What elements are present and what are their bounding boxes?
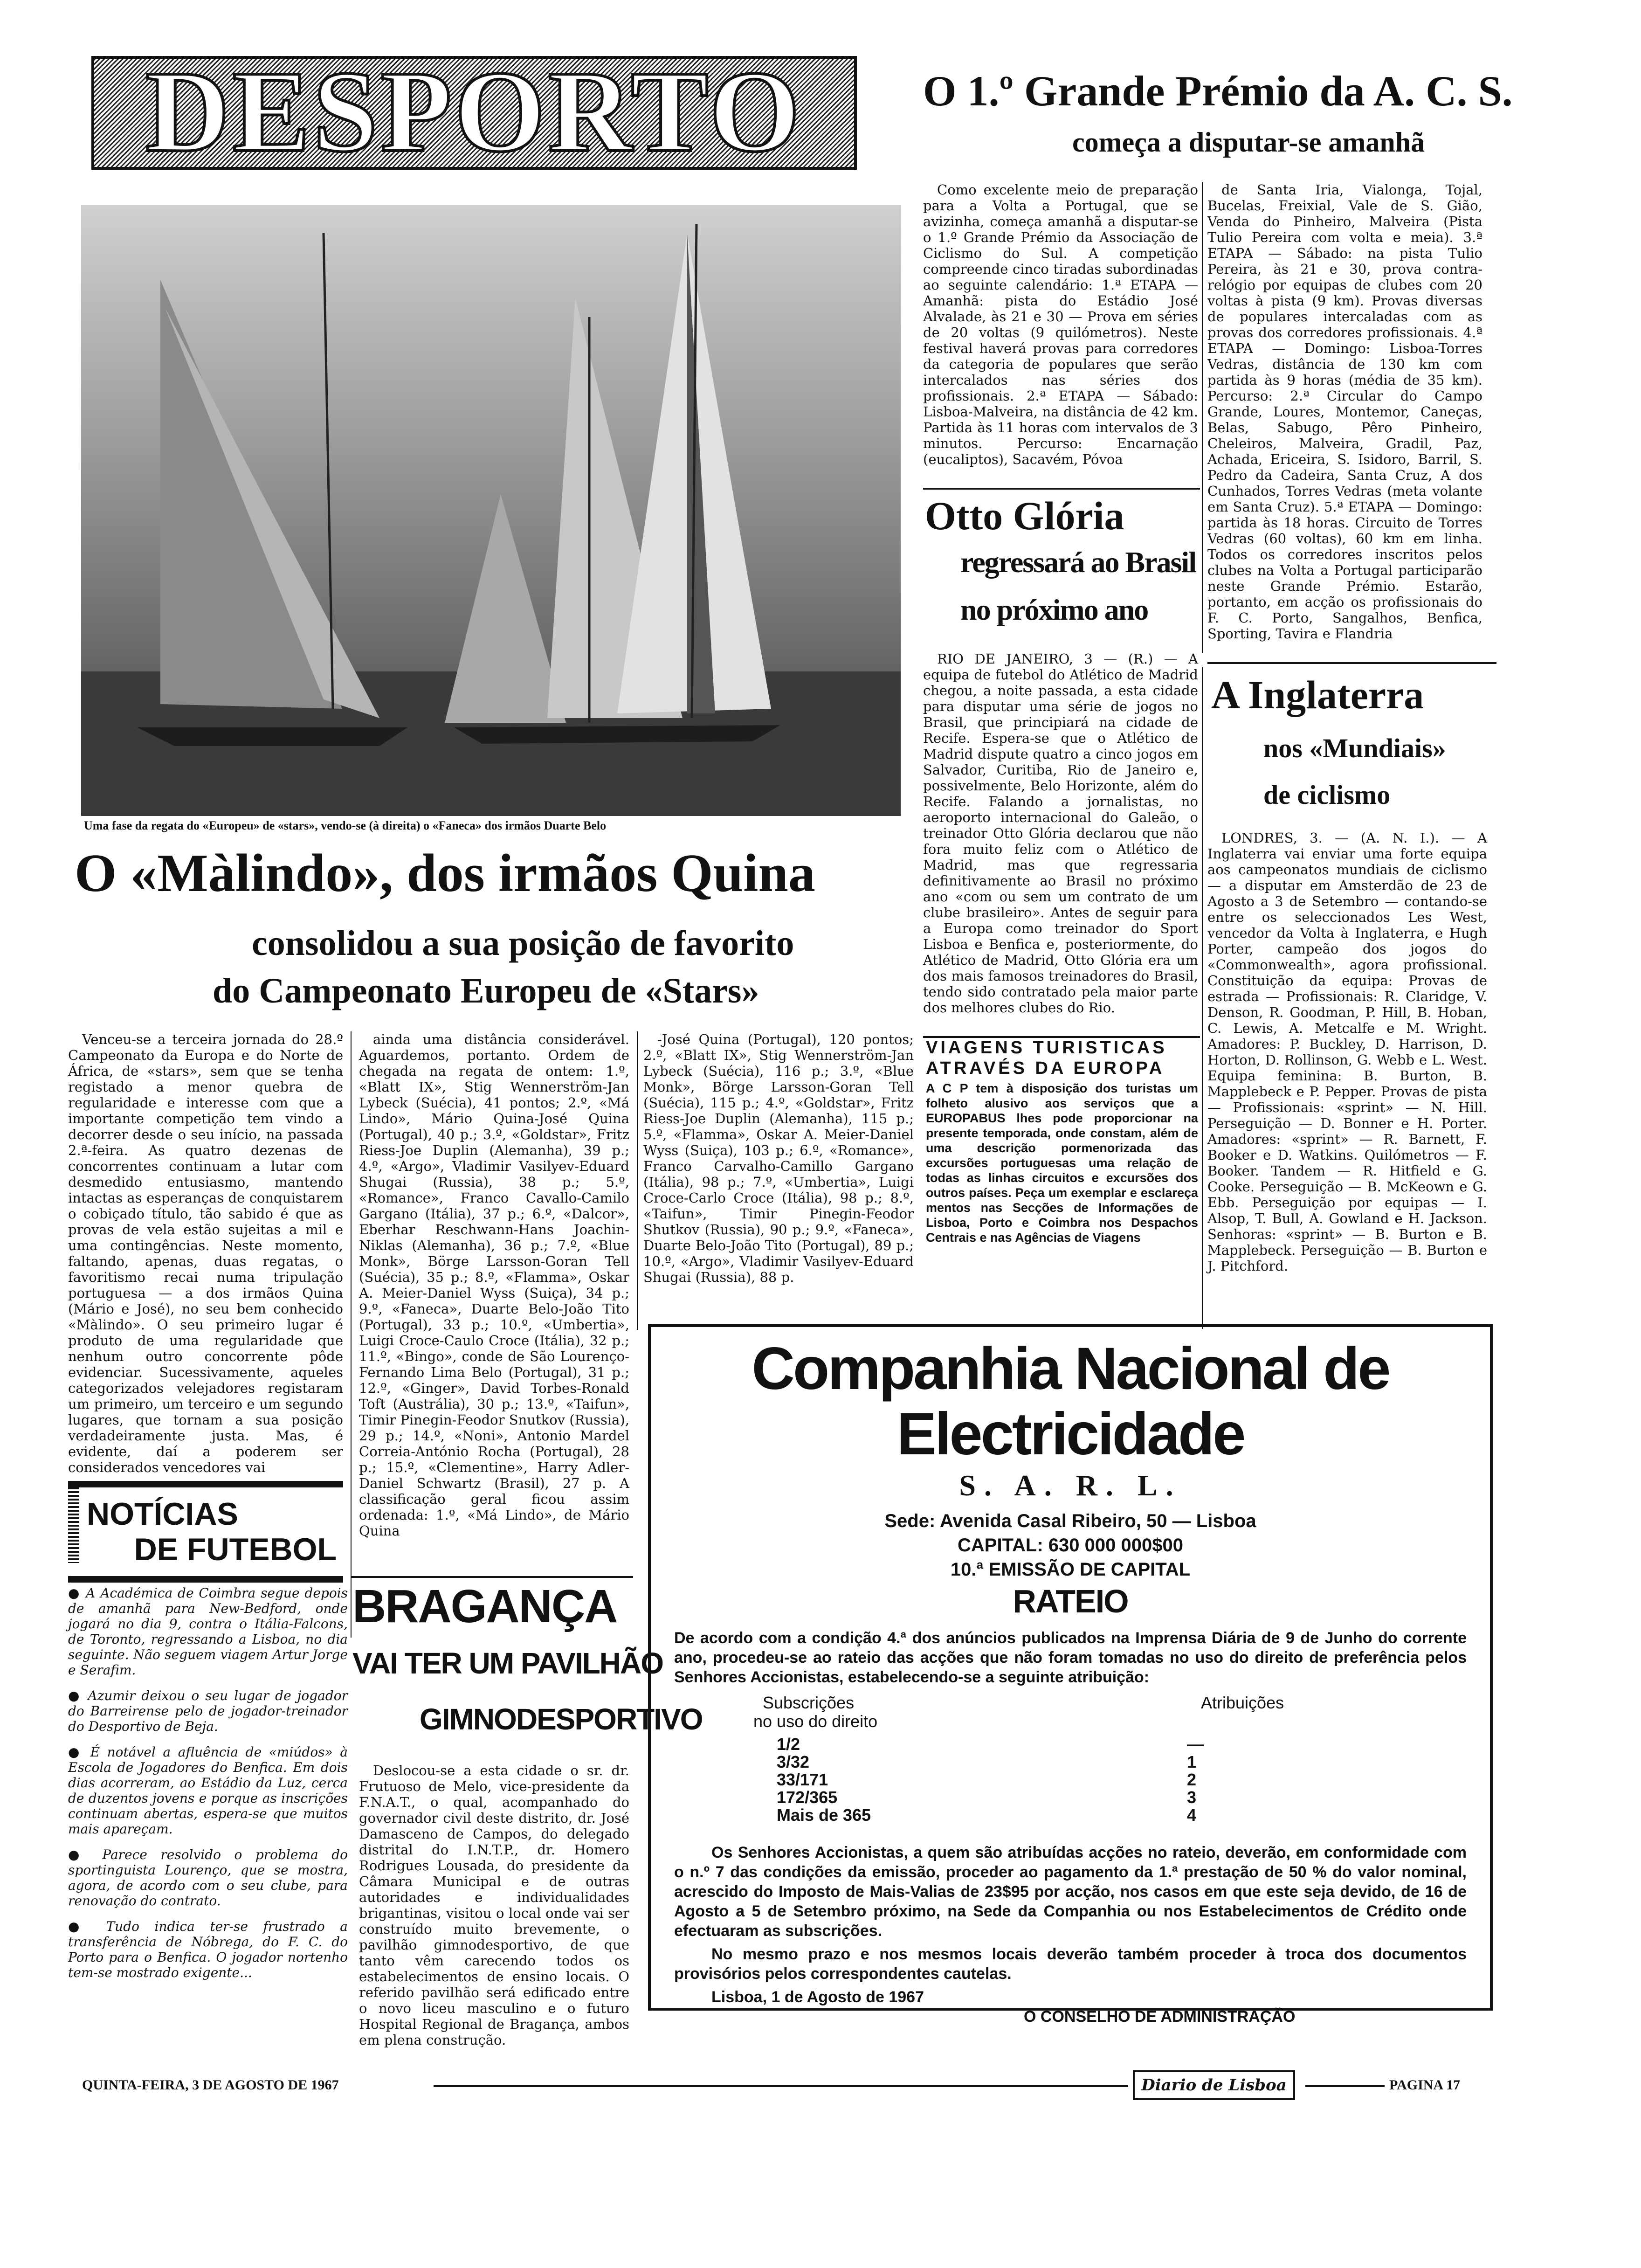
ad-col-head-1b: no uso do direito	[753, 1712, 878, 1731]
otto-subtitle-2: no próximo ano	[960, 593, 1148, 626]
inglaterra-subtitle-1: nos «Mundiais»	[1263, 733, 1446, 763]
malindo-col-1-text: Venceu-se a terceira jornada do 28.º Campeonato da Europa e do Norte de África, de «stars», sem que se tenha registado a menor quebra de regularidade e interesse com que a importante competição tem vindo a decorrer desde o seu início, na passada 2.ª-feira. As quatro dezenas de concorrentes continuam a lutar com desmedido entusiasmo, mantendo intactas as esperanças de conquistarem o cobiçado título, tão sabido é que as provas de vela estão sujeitas a mil e uma contingências. Neste momento, faltando, apenas, duas regatas, o favoritismo recai numa tripulação portuguesa — a dos irmãos Quina (Mário e José), no seu bem conhecido «Màlindo». O seu primeiro lugar é produto de uma regularidade que nenhum outro concorrente pôde evidenciar. Sucessivamente, aqueles categorizados velejadores registaram um primeiro, um terceiro e um segundo lugares, que tornam a sua posição verdadeiramente justa. Mas, é evidente, daí a poderem ser considerados vencedores vai	[68, 1031, 343, 1475]
braganca-subtitle-2: GIMNODESPORTIVO	[420, 1702, 703, 1736]
list-item-text: Parece resolvido o problema do sportinguista Lourenço, que se mostra, agora, de acordo com o seu clube, para renovação do contrato.	[68, 1847, 348, 1908]
column-rule	[351, 1031, 352, 1638]
malindo-subtitle-1: consolidou a sua posição de favorito	[252, 924, 794, 963]
inglaterra-title: A Inglaterra	[1211, 672, 1424, 717]
noticias-title-2: DE FUTEBOL	[134, 1532, 337, 1567]
column-rule	[637, 1031, 638, 1330]
ad-sede: Sede: Avenida Casal Ribeiro, 50 — Lisboa	[884, 1511, 1256, 1531]
table-cell: 1	[1187, 1752, 1197, 1771]
ad-emissao: 10.ª EMISSÃO DE CAPITAL	[950, 1559, 1191, 1580]
table-row	[772, 1736, 1208, 1753]
otto-body	[923, 651, 1198, 1033]
footer-rule	[1305, 2085, 1385, 2087]
inglaterra-body	[1207, 830, 1487, 1334]
malindo-subtitle-2: do Campeonato Europeu de «Stars»	[213, 971, 759, 1010]
noticias-left-bar	[68, 1487, 79, 1563]
ad-paragraph-3: No mesmo prazo e nos mesmos locais deverão também proceder à troca dos documentos provisórios pelos correspondentes cautelas.	[674, 1945, 1467, 1983]
ad-date: Lisboa, 1 de Agosto de 1967	[711, 1988, 924, 2006]
otto-subtitle-1: regressará ao Brasil	[960, 546, 1196, 579]
viagens-body	[926, 1081, 1198, 1333]
masthead-title: DESPORTO	[145, 47, 803, 176]
table-cell: —	[1187, 1735, 1204, 1754]
table-row	[772, 1753, 1208, 1771]
acs-col-2-text: de Santa Iria, Vialonga, Tojal, Bucelas, Freixial, Vale de S. Gião, Venda do Pinheiro, Malveira (Pista Tulio Pereira com volta e meia). 3.ª ETAPA — Sábado: na pista Tulio Pereira, às 21 e 30, prova contra-relógio por equipas de clubes com 20 voltas à pista (9 km). Provas diversas de populares intercaladas com as provas dos corredores profissionais. 4.ª ETAPA — Domingo: Lisboa-Torres Vedras, distância de 130 km com partida às 9 horas (média de 35 km). Percurso: 2.ª Circular do Campo Grande, Loures, Montemor, Caneças, Belas, Sabugo, Pêro Pinheiro, Cheleiros, Malveira, Gradil, Paz, Achada, Ericeira, S. Isidoro, Barril, S. Pedro da Cadeira, Santa Cruz, A dos Cunhados, Torres Vedras (meta volante em Santa Cruz). 5.ª ETAPA — Domingo: partida às 18 horas. Circuito de Torres Vedras (60 voltas), 60 km em linha. Todos os corredores inscritos pelos clubes na Volta a Portugal participarão neste Grande Prémio. Estarão, portanto, em acção os profissionais do F. C. Porto, Sangalhos, Benfica, Sporting, Tavira e Flandria	[1207, 182, 1482, 642]
ad-intro: De acordo com a condição 4.ª dos anúncios publicados na Imprensa Diária de 9 de Junho do corrente ano, procedeu-se ao rateio das acções que não foram tomadas no uso do direito de preferência pelos Senhores Accionistas, estabelecendo-se a seguinte atribuição:	[674, 1629, 1467, 1686]
list-item: ● É notável a afluência de «miúdos» à Escola de Jogadores do Benfica. Em dois dias acorreram, ao Estádio da Luz, cerca de duzentos jovens e porque as inscrições continuam abertas, espera-se que muitos mais apareçam.	[68, 1744, 348, 1837]
ad-sarl: S. A. R. L.	[959, 1469, 1182, 1502]
list-item: ● Azumir deixou o seu lugar de jogador do Barreirense pelo de jogador-treinador do Desportivo de Beja.	[68, 1688, 348, 1734]
footer-page: PAGINA 17	[1389, 2077, 1460, 2093]
masthead-banner	[91, 47, 857, 176]
ad-col-head-1a: Subscrições	[763, 1693, 855, 1712]
ad-paragraph-2: Os Senhores Accionistas, a quem são atribuídas acções no rateio, deverão, em conformidade com o n.º 7 das condições da emissão, proceder ao pagamento da 1.ª prestação de 50 % do valor nominal, acrescido do Imposto de Mais-Valias de 23$95 por acção, nos casos em que este seja devido, de 16 de Agosto a 5 de Setembro próximo, na Sede da Companhia ou nos Estabelecimentos de Crédito onde efectuaram as subscrições.	[674, 1844, 1467, 1940]
malindo-title: O «Màlindo», dos irmãos Quina	[75, 844, 815, 903]
ad-company: Companhia Nacional de Electricidade	[752, 1335, 1389, 1467]
footer-logo	[1133, 2070, 1295, 2100]
malindo-col-1	[68, 1031, 343, 1475]
section-rule	[923, 488, 1200, 490]
viagens-title-1: VIAGENS TURISTICAS	[926, 1038, 1167, 1058]
photo-caption: Uma fase da regata do «Europeu» de «stars», vendo-se (à direita) o «Faneca» dos irmãos Duarte Belo	[84, 819, 607, 832]
braganca-body	[359, 1763, 629, 2061]
viagens-body-text: A C P tem à disposição dos turistas um folheto alusivo aos serviços que a EUROPABUS lhes pode proporcionar na presente temporada, onde constam, além de uma descrição pormenorizada das excursões portuguesas uma relação de todas as linhas circuitos e excursões dos outros países. Peça um exemplar e esclareça mentos nas Secções de Informações de Lisboa, Porto e Coimbra nos Despachos Centrais e nas Agências de Viagens	[926, 1081, 1198, 1245]
list-item: ● Tudo indica ter-se frustrado a transferência de Nóbrega, do F. C. do Porto para o Benfica. O jogador nortenho tem-se mostrado exigente...	[68, 1919, 348, 1980]
inglaterra-body-text: LONDRES, 3. — (A. N. I.). — A Inglaterra vai enviar uma forte equipa aos campeonatos mundiais de ciclismo — a disputar em Amsterdão de 23 de Agosto a 3 de Setembro — contando-se entre os seleccionados Les West, vencedor da Volta à Inglaterra, e Hugh Porter, campeão dos jogos do «Commonwealth», agora profissional. Constituição da equipa: Provas de estrada — Profissionais: R. Claridge, V. Denson, R. Goodman, P. Hill, B. Hoban, C. Lewis, A. Metcalfe e M. Wright. Amadores: P. Buckley, D. Harrison, D. Horton, D. Rollinson, G. Webb e L. West. Equipa feminina: B. Burton, B. Mapplebeck e P. Pepper. Provas de pista — Profissionais: «sprint» — N. Hill. Perseguição — D. Bonner e H. Porter. Amadores: «sprint» — R. Barnett, F. Booker e D. Watkins. Quilómetros — F. Booker. Tandem — R. Hitfield e G. Cooke. Perseguição — B. McKeown e G. Ebb. Perseguição por equipas — I. Alsop, T. Bull, A. Gowland e H. Jackson. Senhoras: «sprint» — B. Burton e B. Mapplebeck. Perseguição — B. Burton e J. Pitchford.	[1207, 830, 1487, 1274]
braganca-subtitle-1: VAI TER UM PAVILHÃO	[352, 1646, 663, 1680]
footer-date: QUINTA-FEIRA, 3 DE AGOSTO DE 1967	[82, 2077, 339, 2093]
viagens-title-2: ATRAVÉS DA EUROPA	[926, 1058, 1165, 1078]
ad-rateio: RATEIO	[1013, 1583, 1128, 1619]
list-item-text: É notável a afluência de «miúdos» à Escola de Jogadores do Benfica. Em dois dias acorreram, ao Estádio da Luz, cerca de duzentos jovens e porque as inscrições continuam abertas, espera-se que muitos mais apareçam.	[68, 1744, 348, 1837]
section-rule	[351, 1576, 633, 1578]
column-rule	[1202, 667, 1203, 1329]
column-rule	[1202, 182, 1203, 653]
otto-body-text: RIO DE JANEIRO, 3 — (R.) — A equipa de futebol do Atlético de Madrid chegou, a noite passada, a esta cidade para disputar uma série de jogos no Brasil, que principiará na cidade de Recife. Espera-se que o Atlético de Madrid dispute quatro a cinco jogos em Salvador, Curitiba, Rio de Janeiro e, possivelmente, Belo Horizonte, além do Recife. Falando a jornalistas, no aeroporto internacional do Galeão, o treinador Otto Glória declarou que não fora muito feliz com o Atlético de Madrid, mas que regressaria definitivamente ao Brasil no próximo ano «com ou sem um contrato de um clube brasileiro». Antes de seguir para a Europa como treinador do Sport Lisboa e Benfica e, posteriormente, do Atlético de Madrid, Otto Glória era um dos mais famosos treinadores do Brasil, tendo sido contratado pela maior parte dos melhores clubes do Rio.	[923, 651, 1198, 1016]
ad-capital: CAPITAL: 630 000 000$00	[958, 1535, 1183, 1556]
table-cell: 172/365	[777, 1788, 838, 1807]
table-cell: 33/171	[777, 1770, 828, 1789]
table-cell: 1/2	[777, 1735, 800, 1754]
ad-table	[651, 1694, 1490, 1833]
malindo-col-2	[359, 1031, 629, 1642]
table-row	[772, 1771, 1208, 1789]
noticias-title-1: NOTÍCIAS	[87, 1496, 238, 1532]
table-row	[772, 1789, 1208, 1806]
noticias-list	[68, 1585, 348, 2080]
list-item: ● Parece resolvido o problema do sportinguista Lourenço, que se mostra, agora, de acordo com o seu clube, para renovação do contrato.	[68, 1847, 348, 1908]
sailboats-illustration	[81, 205, 901, 816]
table-cell: 2	[1187, 1770, 1197, 1789]
otto-title: Otto Glória	[925, 493, 1124, 538]
acs-col-2	[1207, 182, 1482, 657]
list-item: ● A Académica de Coimbra segue depois de amanhã para New-Bedford, onde jogará no dia 9, contra o Itália-Falcons, de Toronto, regressando a Lisboa, no dia seguinte. Não seguem viagem Artur Jorge e Serafim.	[68, 1585, 348, 1678]
table-cell: 3/32	[777, 1752, 810, 1771]
noticias-box	[68, 1481, 343, 1583]
table-cell: 4	[1187, 1805, 1197, 1825]
list-item-text: A Académica de Coimbra segue depois de amanhã para New-Bedford, onde jogará no dia 9, contra o Itália-Falcons, de Toronto, regressando a Lisboa, no dia seguinte. Não seguem viagem Artur Jorge e Serafim.	[68, 1585, 348, 1678]
ad-col-head-2: Atribuições	[1201, 1693, 1284, 1712]
malindo-col-3-text: -José Quina (Portugal), 120 pontos; 2.º, «Blatt IX», Stig Wennerström-Jan Lybeck (Suécia), 116 p.; 3.º, «Blue Monk», Börge Larsson-Goran Tell (Suécia), 115 p.; 4.º, «Goldstar», Fritz Riess-Joe Duplin (Alemanha), 115 p.; 5.º, «Flamma», Oskar A. Meier-Daniel Wyss (Suiça), 103 p.; 6.º, «Romance», Franco Carvalho-Camillo Gargano (Itália), 98 p.; 7.º, «Umbertia», Luigi Croce-Carlo Croce (Itália), 98 p.; 8.º, «Taifun», Timir Pinegin-Feodor Shutkov (Russia), 90 p.; 9.º, «Faneca», Duarte Belo-João Tito (Portugal), 89 p.; 10.º, «Argo», Vladimir Vasilyev-Eduard Shugai (Russia), 88 p.	[643, 1031, 914, 1285]
regatta-photo	[81, 205, 901, 816]
inglaterra-subtitle-2: de ciclismo	[1263, 780, 1391, 810]
table-row	[772, 1806, 1208, 1824]
list-item-text: Azumir deixou o seu lugar de jogador do Barreirense pelo de jogador-treinador do Desportivo de Beja.	[68, 1688, 348, 1734]
footer-logo-text: Diario de Lisboa	[1141, 2076, 1287, 2095]
acs-col-1	[923, 182, 1198, 485]
malindo-col-2-text: ainda uma distância considerável. Aguardemos, portanto. Ordem de chegada na regata de ontem: 1.º, «Blatt IX», Stig Wennerström-Jan Lybeck (Suécia), 41 pontos; 2.º, «Má Lindo», Mário Quina-José Quina (Portugal), 40 p.; 3.º, «Goldstar», Fritz Riess-Joe Duplin (Alemanha), 39 p.; 4.º, «Argo», Vladimir Vasilyev-Eduard Shugai (Russia), 38 p.; 5.º, «Romance», Franco Cavallo-Camilo Gargano (Itália), 37 p.; 6.º, «Dalcor», Eberhar Reschwann-Hans Joachin-Niklas (Alemanha), 36 p.; 7.º, «Blue Monk», Börge Larsson-Goran Tell (Suécia), 35 p.; 8.º, «Flamma», Oskar A. Meier-Daniel Wyss (Suiça), 34 p.; 9.º, «Faneca», Duarte Belo-João Tito (Portugal), 33 p.; 10.º, «Umbertia», Luigi Croce-Caulo Croce (Itália), 32 p.; 11.º, «Bingo», conde de São Lourenço-Fernando Lima Belo (Portugal), 31 p.; 12.º, «Ginger», David Torbes-Ronald Toft (Austrália), 30 p.; 13.º, «Taifun», Timir Pinegin-Feodor Snutkov (Russia), 29 p.; 14.º, «Noni», Antonio Mardel Correia-António Rocha (Portugal), 28 p.; 15.º, «Clementine», Harry Adler-Daniel Schwartz (Brasil), 27 p. A classificação geral ficou assim ordenada: 1.º, «Má Lindo», de Mário Quina	[359, 1031, 629, 1539]
table-cell: 3	[1187, 1788, 1197, 1807]
section-rule	[1207, 662, 1496, 664]
table-cell: Mais de 365	[777, 1805, 871, 1825]
braganca-body-text: Deslocou-se a esta cidade o sr. dr. Frutuoso de Melo, vice-presidente da F.N.A.T., o qual, acompanhado do governador civil deste distrito, dr. José Damasceno de Campos, do delegado distrital do I.N.T.P., dr. Homero Rodrigues Lousada, do presidente da Câmara Municipal e de outras autoridades e individualidades brigantinas, visitou o local onde vai ser construído muito brevemente, o pavilhão gimnodesportivo, de que tanto vêm carecendo todos os estabelecimentos de ensino locais. O referido pavilhão será edificado entre o novo liceu masculino e o futuro Hospital Regional de Bragança, ambos em plena construção.	[359, 1763, 629, 2048]
list-item-text: Tudo indica ter-se frustrado a transferência de Nóbrega, do F. C. do Porto para o Benfica. O jogador nortenho tem-se mostrado exigente...	[68, 1919, 348, 1980]
footer-rule	[434, 2085, 1128, 2087]
acs-title: O 1.º Grande Prémio da A. C. S.	[923, 67, 1513, 115]
ad-rateio-table	[772, 1736, 1208, 1824]
braganca-title: BRAGANÇA	[352, 1580, 617, 1632]
malindo-col-3	[643, 1031, 914, 1325]
acs-subtitle: começa a disputar-se amanhã	[1072, 127, 1425, 158]
acs-col-1-text: Como excelente meio de preparação para a Volta a Portugal, que se avizinha, começa amanhã a disputar-se o 1.º Grande Prémio da Associação de Ciclismo do Sul. A competição compreende cinco tiradas subordinadas ao seguinte calendário: 1.ª ETAPA — Amanhã: pista do Estádio José Alvalade, às 21 e 30 — Prova em séries de 20 voltas (9 quilómetros). Neste festival haverá provas para corredores da categoria de populares que serão intercalados nas séries dos profissionais. 2.ª ETAPA — Sábado: Lisboa-Malveira, na distância de 42 km. Partida às 11 horas com intervalos de 3 minutos. Percurso: Encarnação (eucaliptos), Sacavém, Póvoa	[923, 182, 1198, 467]
ad-signature: O CONSELHO DE ADMINISTRAÇÃO	[1024, 2008, 1296, 2026]
cne-advertisement	[648, 1324, 1493, 2026]
